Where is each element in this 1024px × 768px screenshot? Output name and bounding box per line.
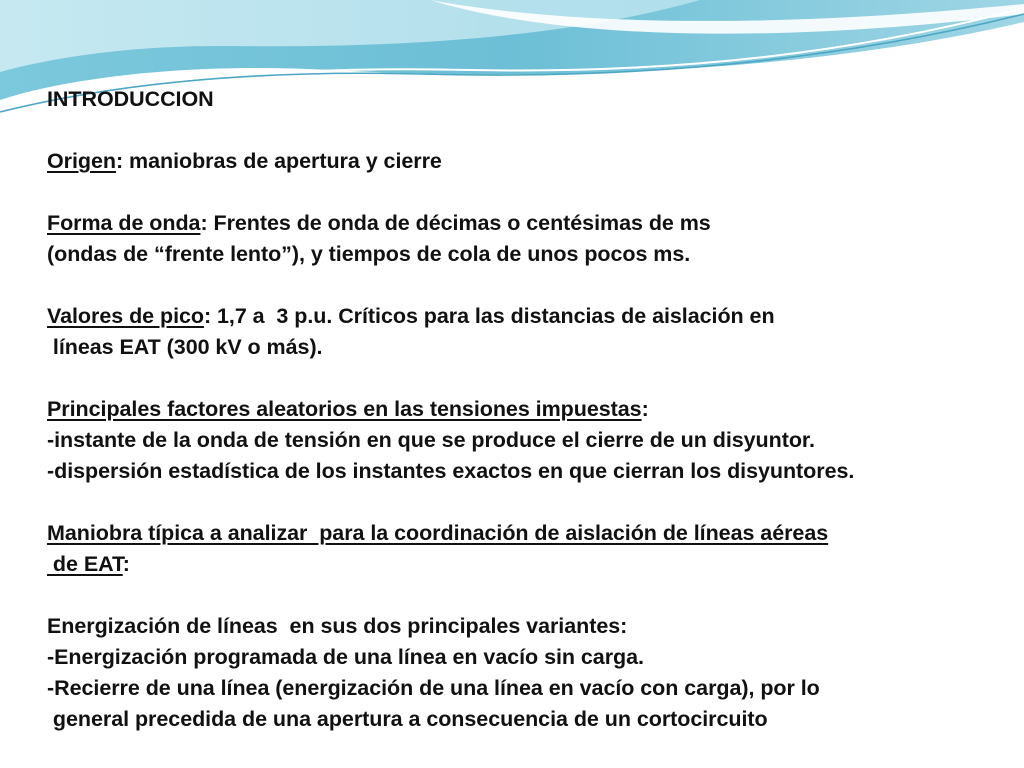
forma-line-1 (47, 208, 1022, 239)
spacer (47, 177, 1022, 208)
slide-body (47, 84, 1022, 735)
energizacion-heading: Energización de líneas en sus dos principales variantes: (47, 614, 628, 638)
factores-colon: : (641, 397, 649, 421)
spacer (47, 487, 1022, 518)
valores-text-1: : 1,7 a 3 p.u. Críticos para las distancias de aislación en (203, 304, 775, 328)
spacer (47, 115, 1022, 146)
origen-text: : maniobras de apertura y cierre (116, 149, 442, 173)
maniobra-label-1: Maniobra típica a analizar para la coordinación de aislación de líneas aéreas (47, 521, 829, 545)
factores-item: -dispersión estadística de los instantes exactos en que cierran los disyuntores. (47, 459, 855, 483)
energizacion-item: -Energización programada de una línea en vacío sin carga. (47, 645, 644, 669)
origen-line (47, 146, 1022, 177)
maniobra-line-2 (47, 549, 1022, 580)
valores-label: Valores de pico (47, 304, 204, 328)
forma-label: Forma de onda (47, 211, 201, 235)
factores-label: Principales factores aleatorios en las tensiones impuestas (47, 397, 642, 421)
spacer (47, 580, 1022, 611)
energizacion-item: -Recierre de una línea (energización de una línea en vacío con carga), por lo (47, 676, 820, 700)
forma-line-2: (ondas de “frente lento”), y tiempos de cola de unos pocos ms. (47, 242, 691, 266)
valores-line-2: líneas EAT (300 kV o más). (47, 335, 323, 359)
forma-text-1: : Frentes de onda de décimas o centésimas de ms (200, 211, 711, 235)
slide-title: INTRODUCCION (47, 87, 214, 111)
valores-line-1 (47, 301, 1022, 332)
spacer (47, 270, 1022, 301)
energizacion-item: general precedida de una apertura a consecuencia de un cortocircuito (47, 707, 768, 731)
spacer (47, 363, 1022, 394)
maniobra-label-2: de EAT (47, 552, 123, 576)
factores-item: -instante de la onda de tensión en que se produce el cierre de un disyuntor. (47, 428, 815, 452)
origen-label: Origen (47, 149, 116, 173)
factores-heading (47, 394, 1022, 425)
maniobra-colon: : (122, 552, 130, 576)
maniobra-line-1 (47, 518, 1022, 549)
